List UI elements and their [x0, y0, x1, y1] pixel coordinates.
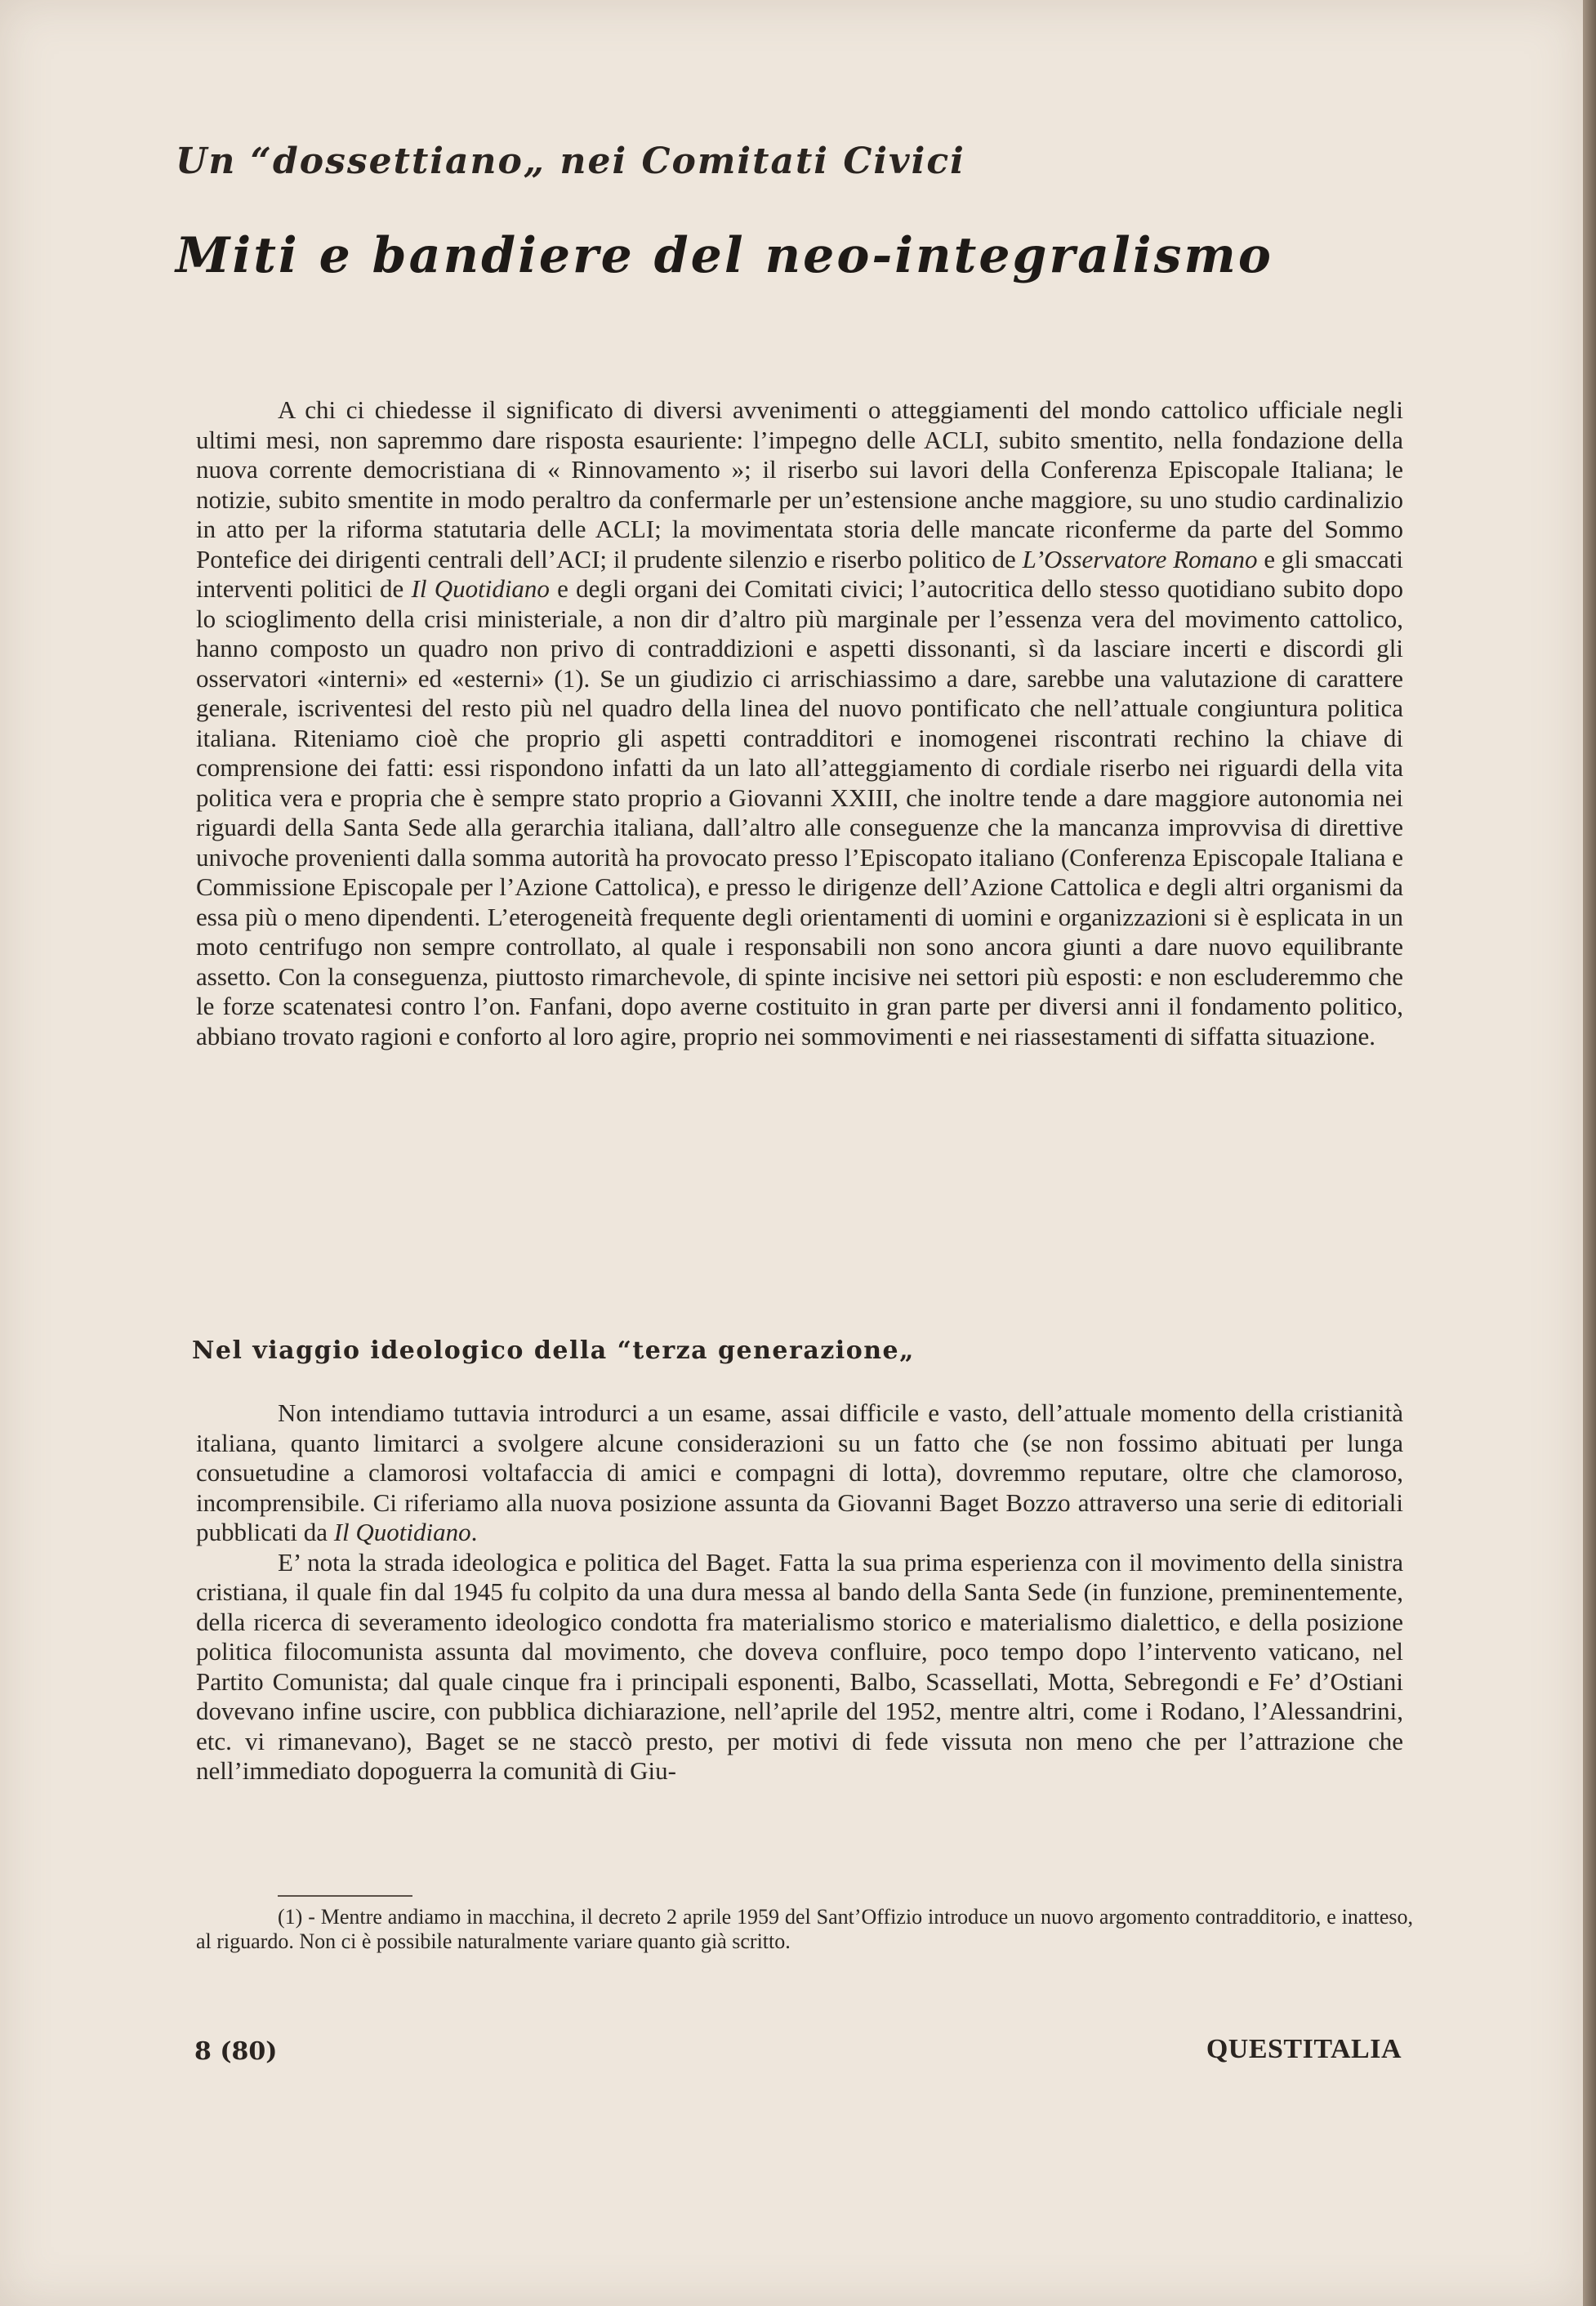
footnote-divider	[278, 1895, 412, 1897]
paragraph-3	[196, 1548, 1403, 1786]
footnote	[196, 1905, 1413, 1954]
text-run: e degli organi dei Comitati civici; l’autocritica dello stesso quotidiano subito dopo lo scioglimento della crisi ministeriale, a non dir d’altro più marginale per l’essenza vera del movimento cattolico, hanno composto un quadro non privo di contraddizioni e aspetti dissonanti, sì da lasciare incerti e discordi gli osservatori «interni» ed «esterni» (1). Se un giudizio ci arrischiassimo a dare, sarebbe una valutazione di carattere generale, iscriventesi del resto più nel quadro della linea del nuovo pontificato che nell’attuale congiuntura politica italiana. Riteniamo cioè che proprio gli aspetti contradditori e inomogenei riscontrati rechino la chiave di comprensione dei fatti: essi rispondono infatti da un lato all’atteggiamento di cordiale riserbo nei riguardi della vita politica vera e propria che è sempre stato proprio a Giovanni XXIII, che inoltre tende a dare maggiore autonomia nei riguardi della Santa Sede alla gerarchia italiana, dall’altro alle conseguenze che la mancanza improvvisa di direttive univoche provenienti dalla somma autorità ha provocato presso l’Episcopato italiano (Conferenza Episcopale Italiana e Commissione Episcopale per l’Azione Cattolica), e presso le dirigenze dell’Azione Cattolica e degli altri organismi da essa più o meno dipendenti. L’eterogeneità frequente degli orientamenti di uomini e organizzazioni si è esplicata in un moto centrifugo non sempre controllato, al quale i responsabili non sono ancora giunti a dare nuovo equilibrante assetto. Con la conseguenza, piuttosto rimarchevole, di spinte incisive nei settori più esposti: e non escluderemmo che le forze scatenatesi contro l’on. Fanfani, dopo averne costituito in gran parte per diversi anni il fondamento politico, abbiano trovato ragioni e conforto al loro agire, proprio nei sommovimenti e nei riassestamenti di siffatta situazione.	[196, 574, 1403, 1050]
text-run: .	[470, 1518, 478, 1546]
italic-title-run: Il Quotidiano	[333, 1518, 471, 1546]
article-kicker: Un “dossettiano„ nei Comitati Civici	[176, 141, 965, 182]
italic-title-run: Il Quotidiano	[411, 574, 550, 603]
page-number: 8 (80)	[194, 2037, 278, 2066]
page-edge	[1583, 0, 1596, 2306]
footnote-text: (1) - Mentre andiamo in macchina, il decreto 2 aprile 1959 del Sant’Offizio introduce un nuovo argomento contradditorio, e inatteso, al riguardo. Non ci è possibile naturalmente variare quanto già scritto.	[196, 1905, 1413, 1953]
article-body-section	[196, 1398, 1403, 1786]
paragraph-1	[196, 395, 1403, 1051]
text-run: A chi ci chiedesse il significato di diversi avvenimenti o atteggiamenti del mondo cattolico ufficiale negli ultimi mesi, non sapremmo dare risposta esauriente: l’impegno delle ACLI, subito smentito, nella fondazione della nuova corrente democristiana di « Rinnovamento »; il riserbo sui lavori della Conferenza Episcopale Italiana; le notizie, subito smentite in modo peraltro da confermarle per un’estensione anche maggiore, su uno studio cardinalizio in atto per la riforma statutaria delle ACLI; la movimentata storia delle mancate riconferme da parte del Sommo Pontefice dei dirigenti centrali dell’ACI; il prudente silenzio e riserbo politico de	[196, 395, 1403, 573]
article-body-intro	[196, 395, 1403, 1051]
paragraph-2	[196, 1398, 1403, 1548]
text-run: e gli smaccati interventi politici de	[196, 544, 1403, 603]
text-run: E’ nota la strada ideologica e politica del Baget. Fatta la sua prima esperienza con il movimento della sinistra cristiana, il quale fin dal 1945 fu colpito da una dura messa al bando della Santa Sede (in funzione, preminentemente, della ricerca di severamento ideologico condotta fra materialismo storico e materialismo dialettico, e della posizione politica filocomunista assunta dal movimento, che doveva confluire, poco tempo dopo l’intervento vaticano, nel Partito Comunista; dal quale cinque fra i principali esponenti, Balbo, Scassellati, Motta, Sebregondi e Fe’ d’Ostiani dovevano infine uscire, con pubblica dichiarazione, nell’aprile del 1952, mentre altri, come i Rodano, l’Alessandrini, etc. vi rimanevano), Baget se ne staccò presto, per motivi di fede vissuta non meno che per l’attrazione che nell’immediato dopoguerra la comunità di Giu-	[196, 1547, 1403, 1785]
article-title: Miti e bandiere del neo-integralismo	[176, 227, 1273, 284]
section-heading: Nel viaggio ideologico della “terza generazione„	[192, 1336, 915, 1365]
journal-name: QUESTITALIA	[1206, 2034, 1402, 2064]
text-run: Non intendiamo tuttavia introdurci a un esame, assai difficile e vasto, dell’attuale momento della cristianità italiana, quanto limitarci a svolgere alcune considerazioni su un fatto che (se non fossimo abituati per lunga consuetudine a clamorosi voltafaccia di amici e compagni di lotta), dovremmo reputare, oltre che clamoroso, incomprensibile. Ci riferiamo alla nuova posizione assunta da Giovanni Baget Bozzo attraverso una serie di editoriali pubblicati da	[196, 1398, 1403, 1546]
italic-title-run: L’Osservatore Romano	[1022, 544, 1258, 573]
